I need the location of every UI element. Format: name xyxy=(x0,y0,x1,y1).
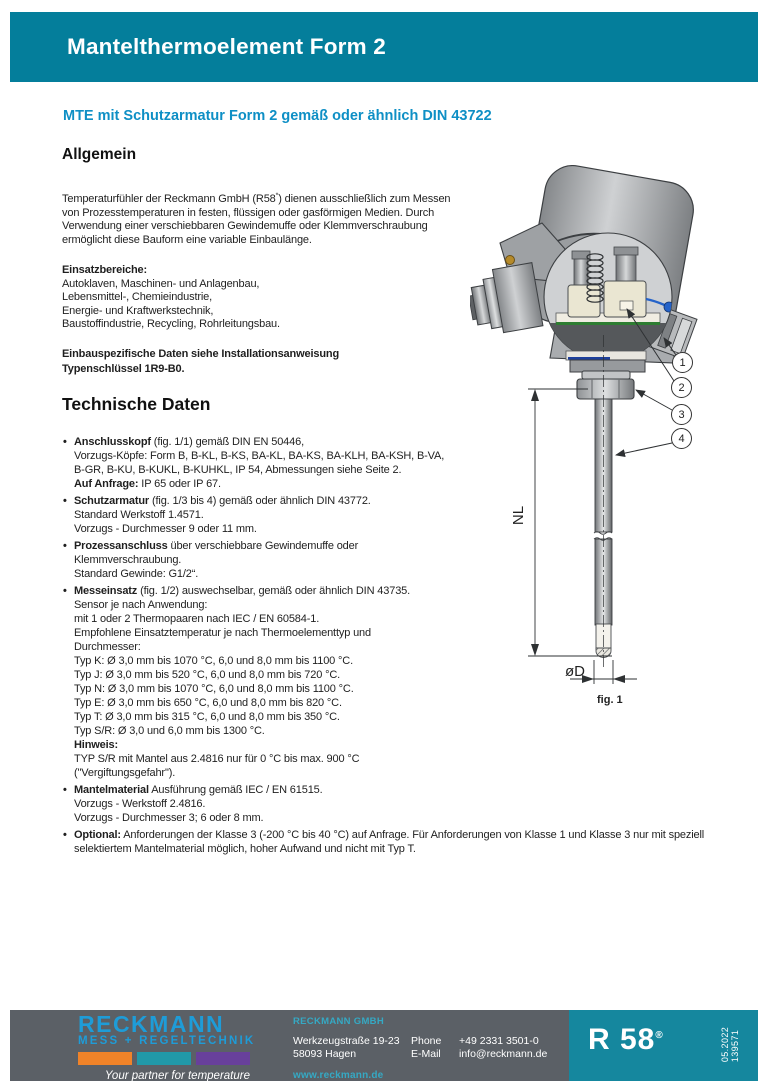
callout-3: 3 xyxy=(671,404,692,425)
technical-data-line: TYP S/R mit Mantel aus 2.4816 nur für 0 °C bis max. 900 °C xyxy=(74,753,360,765)
paragraph-line: ermöglicht diese Bauform eine variable Einbaulänge. xyxy=(62,233,312,246)
callout-1: 1 xyxy=(672,352,693,373)
section-heading-allgemein: Allgemein xyxy=(62,146,137,163)
technical-data-line: Vorzugs - Durchmesser 3; 6 oder 8 mm. xyxy=(74,812,264,824)
logo-bar-0 xyxy=(78,1052,132,1065)
logo-bar-1 xyxy=(137,1052,191,1065)
einbau-note xyxy=(62,347,339,376)
registered-mark: ® xyxy=(655,1030,664,1041)
section-heading-technische-daten: Technische Daten xyxy=(62,394,211,414)
phone-label: Phone xyxy=(411,1035,442,1047)
technical-data-item xyxy=(62,828,762,856)
email-label: E-Mail xyxy=(411,1048,441,1060)
phone-number: +49 2331 3501-0 xyxy=(459,1035,539,1047)
technical-data-line: Typ E: Ø 3,0 mm bis 650 °C, 6,0 und 8,0 mm bis 820 °C. xyxy=(74,697,342,709)
technical-data-line: Typ S/R: Ø 3,0 und 6,0 mm bis 1300 °C. xyxy=(74,725,265,737)
email-address[interactable]: info@reckmann.de xyxy=(459,1048,548,1060)
contact-grid xyxy=(293,1035,547,1061)
header-bar xyxy=(10,12,758,82)
einsatzbereich-item: Lebensmittel-, Chemieindustrie, xyxy=(62,291,213,303)
technical-data-line: Vorzugs - Werkstoff 2.4816. xyxy=(74,798,206,810)
logo-bar-2 xyxy=(196,1052,250,1065)
company-name: RECKMANN GMBH xyxy=(293,1016,384,1027)
reckmann-logo xyxy=(78,1011,256,1082)
technical-data-line: Vorzugs-Köpfe: Form B, B-KL, B-KS, BA-KL, BA-KS, BA-KLH, BA-KSH, B-VA, xyxy=(74,450,445,462)
einbau-line: Einbauspezifische Daten siehe Installationsanweisung xyxy=(62,348,340,360)
intro-paragraph xyxy=(62,193,492,247)
technical-data-line: • Anschlusskopf (fig. 1/1) gemäß DIN EN 50446, xyxy=(74,436,304,448)
diameter-dimension-label: øD xyxy=(565,663,585,680)
callout-4: 4 xyxy=(671,428,692,449)
contact-block xyxy=(293,1016,547,1081)
technical-data-line: • Prozessanschluss über verschiebbare Gewindemuffe oder xyxy=(74,540,359,552)
subtitle: MTE mit Schutzarmatur Form 2 gemäß oder ähnlich DIN 43722 xyxy=(63,108,492,124)
logo-wordmark: RECKMANN xyxy=(78,1011,225,1037)
technical-data-line: Durchmesser: xyxy=(74,641,141,653)
technical-data-line: Auf Anfrage: IP 65 oder IP 67. xyxy=(74,478,221,490)
technical-data-line: Typ T: Ø 3,0 mm bis 315 °C, 6,0 und 8,0 mm bis 350 °C. xyxy=(74,711,340,723)
website-link[interactable]: www.reckmann.de xyxy=(293,1070,384,1081)
logo-tagline: Your partner for temperature xyxy=(104,1070,250,1082)
logo-subtitle: MESS + REGELTECHNIK xyxy=(78,1035,256,1047)
technical-data-line: Empfohlene Einsatztemperatur je nach Thermoelementtyp und xyxy=(74,627,371,639)
technical-data-line: Hinweis: xyxy=(74,739,119,751)
technical-data-line: • Optional: Anforderungen der Klasse 3 (-200 °C bis 40 °C) auf Anfrage. Für Anforderungen von Klasse 1 und Klasse 3 nur mit speziell xyxy=(74,829,705,841)
einsatzbereiche-list xyxy=(62,278,280,332)
einbau-line: Typenschlüssel 1R9-B0. xyxy=(62,362,185,375)
paragraph-line: Temperaturfühler der Reckmann GmbH (R58*) dienen ausschließlich zum Messen xyxy=(62,192,451,205)
address-line-2: 58093 Hagen xyxy=(293,1048,357,1060)
nl-dimension-label: NL xyxy=(510,505,528,526)
technical-data-line: Sensor je nach Anwendung: xyxy=(74,599,208,611)
figure-caption: fig. 1 xyxy=(597,694,623,706)
einsatzbereich-item: Baustoffindustrie, Recycling, Rohrleitungsbau. xyxy=(62,318,280,330)
paragraph-line: Verwendung einer verschiebbaren Gewindemuffe oder Klemmverschraubung xyxy=(62,220,428,232)
einsatzbereich-item: Autoklaven, Maschinen- und Anlagenbau, xyxy=(62,277,260,290)
technical-data-line: B-GR, B-KU, B-KUKL, B-KUHKL, IP 54, Abmessungen siehe Seite 2. xyxy=(74,464,402,476)
technical-data-line: Standard Werkstoff 1.4571. xyxy=(74,509,204,521)
technical-data-line: mit 1 oder 2 Thermopaaren nach IEC / EN 60584-1. xyxy=(74,613,320,625)
r58-brand: R 58® xyxy=(588,1023,664,1056)
cable-gland xyxy=(470,263,543,338)
thermocouple-figure xyxy=(470,165,768,725)
page-title: Mantelthermoelement Form 2 xyxy=(67,34,387,59)
dimension-lines xyxy=(528,389,637,684)
technical-data-line: Vorzugs - Durchmesser 9 oder 11 mm. xyxy=(74,523,257,535)
technical-data-line: Typ K: Ø 3,0 mm bis 1070 °C, 6,0 und 8,0 mm bis 1100 °C. xyxy=(74,655,353,667)
einsatzbereich-item: Energie- und Kraftwerkstechnik, xyxy=(62,304,214,317)
technical-data-line: selektiertem Mantelmaterial möglich, hoher Aufwand und nicht mit Typ T. xyxy=(74,843,416,855)
technical-data-line: ("Vergiftungsgefahr"). xyxy=(74,767,176,779)
logo-color-bars xyxy=(78,1052,250,1065)
r58-brand-box xyxy=(569,1010,758,1081)
technical-data-line: Typ J: Ø 3,0 mm bis 520 °C, 6,0 und 8,0 mm bis 720 °C. xyxy=(74,669,341,681)
document-number: 05.2022 139571 xyxy=(719,1026,740,1063)
footer-bar xyxy=(10,1010,758,1081)
einsatzbereiche-block xyxy=(62,264,280,332)
technical-data-line: Klemmverschraubung. xyxy=(74,554,182,566)
callout-2: 2 xyxy=(671,377,692,398)
technical-data-line: • Schutzarmatur (fig. 1/3 bis 4) gemäß oder ähnlich DIN 43772. xyxy=(74,495,371,507)
technical-data-line: Typ N: Ø 3,0 mm bis 1070 °C, 6,0 und 8,0 mm bis 1100 °C. xyxy=(74,683,354,695)
technical-data-item xyxy=(62,783,762,825)
einsatzbereiche-heading: Einsatzbereiche: xyxy=(62,264,148,276)
technical-data-line: Standard Gewinde: G1/2“. xyxy=(74,568,199,580)
paragraph-line: von Prozesstemperaturen in festen, flüssigen oder gasförmigen Medien. Durch xyxy=(62,206,435,219)
address-line-1: Werkzeugstraße 19-23 xyxy=(293,1035,400,1047)
process-connection-nut xyxy=(566,351,646,399)
technical-data-line: • Messeinsatz (fig. 1/2) auswechselbar, gemäß oder ähnlich DIN 43735. xyxy=(74,585,411,597)
technical-data-line: • Mantelmaterial Ausführung gemäß IEC / EN 61515. xyxy=(74,784,323,796)
